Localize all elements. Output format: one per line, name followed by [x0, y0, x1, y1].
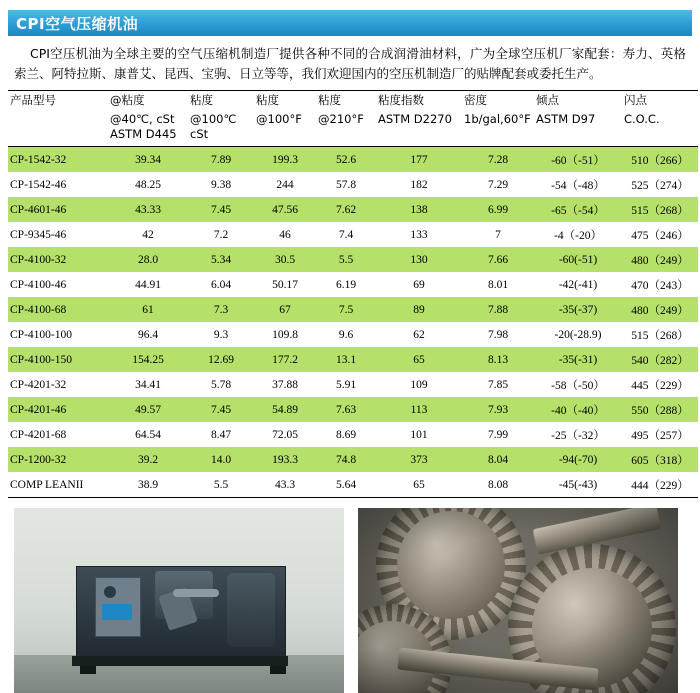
- col-subheader-viscosity-100f: @100°F: [254, 110, 316, 147]
- cell-viscosity-100c: 9.3: [213, 328, 229, 341]
- table-header-row-2: [8, 110, 698, 147]
- col-subheader-viscosity-40c: [108, 110, 188, 147]
- cell-pour-point: -60(-51): [534, 247, 622, 272]
- table-row: [8, 197, 698, 222]
- panel-display: [102, 604, 132, 620]
- cell-viscosity-40c: 49.57: [108, 397, 188, 422]
- table-row: [8, 247, 698, 272]
- cell-product-model: CP-4100-100: [10, 328, 72, 341]
- cell-viscosity-100c: 7.3: [188, 297, 254, 322]
- cell-viscosity-100c: 5.78: [210, 378, 232, 391]
- cell-viscosity-100f: 177.2: [254, 347, 316, 372]
- cell-viscosity-100c: 9.38: [210, 178, 232, 191]
- cell-viscosity-index: 130: [376, 247, 462, 272]
- col-subheader-density: 1b/gal,60°F: [462, 110, 534, 147]
- cell-viscosity-100c: 12.69: [188, 347, 254, 372]
- compressor-body: [76, 566, 286, 660]
- cell-flash-point: 515（268）: [631, 329, 689, 342]
- cell-viscosity-40c: 64.54: [135, 428, 161, 441]
- cell-density: 7: [495, 228, 501, 241]
- cell-viscosity-100c: 14.0: [188, 447, 254, 472]
- cell-viscosity-40c: 43.33: [108, 197, 188, 222]
- compressor-foot-right: [270, 666, 286, 674]
- cell-viscosity-100f: 43.3: [254, 472, 316, 498]
- cell-viscosity-210f: 6.19: [335, 278, 357, 291]
- cell-viscosity-index: 138: [376, 197, 462, 222]
- cell-viscosity-index: 373: [376, 447, 462, 472]
- cell-density: 8.08: [462, 472, 534, 498]
- cell-flash-point: 480（249）: [622, 297, 698, 322]
- cell-viscosity-100f: 47.56: [254, 197, 316, 222]
- col-header-viscosity-40c: @粘度: [108, 91, 188, 111]
- cell-viscosity-100f: 244: [276, 178, 294, 191]
- cell-flash-point: 475（246）: [631, 229, 689, 242]
- cell-product-model: CP-4601-46: [8, 197, 108, 222]
- cell-density: 7.93: [462, 397, 534, 422]
- col-subheader-viscosity-40c-line1: @40℃, cSt: [110, 112, 175, 126]
- cell-pour-point: -94(-70): [534, 447, 622, 472]
- cell-pour-point: -60（-51）: [534, 147, 622, 173]
- cell-pour-point: -40（-40）: [534, 397, 622, 422]
- cell-pour-point: -42(-41): [558, 278, 598, 291]
- table-row: [8, 472, 698, 498]
- cell-product-model: CP-1542-46: [10, 178, 67, 191]
- table-row: [8, 172, 698, 197]
- col-header-product-model: 产品型号: [8, 91, 108, 111]
- cell-density: 8.13: [462, 347, 534, 372]
- cell-viscosity-210f: 7.62: [316, 197, 376, 222]
- cell-flash-point: 445（229）: [631, 379, 689, 392]
- page-title-bar: [8, 10, 692, 36]
- table-row: [8, 422, 698, 447]
- cell-viscosity-100c: 5.5: [188, 472, 254, 498]
- compressor-foot-left: [80, 666, 96, 674]
- cell-viscosity-210f: 13.1: [316, 347, 376, 372]
- cell-flash-point: 444（229）: [622, 472, 698, 498]
- specification-table: [8, 90, 698, 498]
- cell-density: 7.28: [462, 147, 534, 173]
- cell-product-model: COMP LEANII: [8, 472, 108, 498]
- cell-viscosity-40c: 38.9: [108, 472, 188, 498]
- cell-viscosity-40c: 39.2: [108, 447, 188, 472]
- air-compressor-photo: [14, 508, 344, 693]
- table-row: [8, 222, 698, 247]
- table-row: [8, 397, 698, 422]
- cell-viscosity-100c: 8.47: [210, 428, 232, 441]
- cell-pour-point: -20(-28.9): [554, 328, 602, 341]
- cell-viscosity-40c: 44.91: [135, 278, 161, 291]
- cell-viscosity-40c: 154.25: [108, 347, 188, 372]
- photo-strip: [8, 498, 692, 693]
- cell-density: 7.99: [487, 428, 509, 441]
- col-header-density: 密度: [462, 91, 534, 111]
- cell-viscosity-100f: 67: [254, 297, 316, 322]
- cell-flash-point: 470（243）: [631, 279, 689, 292]
- table-row: [8, 322, 698, 347]
- cell-viscosity-40c: 61: [108, 297, 188, 322]
- compressor-tank: [227, 573, 275, 647]
- cell-viscosity-210f: 5.5: [316, 247, 376, 272]
- cell-density: 7.66: [462, 247, 534, 272]
- table-row: [8, 272, 698, 297]
- col-subheader-viscosity-210f: @210°F: [316, 110, 376, 147]
- table-row: [8, 447, 698, 472]
- cell-viscosity-40c: 34.41: [135, 378, 161, 391]
- cell-pour-point: -35(-31): [534, 347, 622, 372]
- cell-viscosity-100f: 193.3: [254, 447, 316, 472]
- cell-pour-point: -45(-43): [534, 472, 622, 498]
- table-row: [8, 347, 698, 372]
- col-subheader-viscosity-index: ASTM D2270: [376, 110, 462, 147]
- cell-flash-point: 525（274）: [631, 179, 689, 192]
- cell-density: 8.04: [462, 447, 534, 472]
- cell-viscosity-100c: 7.45: [188, 197, 254, 222]
- cell-density: 6.99: [462, 197, 534, 222]
- cell-pour-point: -65（-54）: [534, 197, 622, 222]
- cell-viscosity-210f: 74.8: [316, 447, 376, 472]
- cell-viscosity-index: 182: [410, 178, 428, 191]
- cell-product-model: CP-4201-32: [10, 378, 67, 391]
- cell-viscosity-index: 65: [376, 347, 462, 372]
- cell-viscosity-100c: 7.45: [188, 397, 254, 422]
- compressor-base: [72, 656, 288, 666]
- cell-viscosity-100f: 72.05: [272, 428, 298, 441]
- panel-knob-icon: [104, 586, 116, 598]
- cell-viscosity-40c: 42: [142, 228, 154, 241]
- col-header-viscosity-index: 粘度指数: [376, 91, 462, 111]
- cell-product-model: CP-4100-46: [10, 278, 67, 291]
- cell-viscosity-100f: 37.88: [272, 378, 298, 391]
- cell-viscosity-40c: 28.0: [108, 247, 188, 272]
- cell-product-model: CP-1542-32: [8, 147, 108, 173]
- cell-density: 7.85: [487, 378, 509, 391]
- cell-viscosity-index: 101: [410, 428, 428, 441]
- cell-flash-point: 510（266）: [622, 147, 698, 173]
- table-head: [8, 91, 698, 147]
- table-row: [8, 372, 698, 397]
- cell-viscosity-210f: 8.69: [335, 428, 357, 441]
- cell-viscosity-100c: 7.2: [213, 228, 229, 241]
- cell-flash-point: 515（268）: [622, 197, 698, 222]
- cell-viscosity-index: 69: [413, 278, 425, 291]
- col-subheader-viscosity-100c: @100℃ cSt: [188, 110, 254, 147]
- cell-viscosity-210f: 52.6: [316, 147, 376, 173]
- cell-product-model: CP-9345-46: [10, 228, 67, 241]
- cell-viscosity-index: 89: [376, 297, 462, 322]
- cell-viscosity-40c: 48.25: [135, 178, 161, 191]
- col-header-viscosity-210f: 粘度: [316, 91, 376, 111]
- cell-viscosity-210f: 7.4: [338, 228, 354, 241]
- col-subheader-pour-point: ASTM D97: [534, 110, 622, 147]
- gears-photo: [358, 508, 678, 693]
- cell-pour-point: -4（-20）: [554, 229, 602, 242]
- cell-viscosity-100f: 109.8: [272, 328, 298, 341]
- control-panel: [95, 577, 141, 637]
- col-header-viscosity-100c: 粘度: [188, 91, 254, 111]
- cell-density: 7.98: [487, 328, 509, 341]
- table-body: [8, 147, 698, 498]
- cell-viscosity-210f: 7.5: [316, 297, 376, 322]
- cell-viscosity-100c: 7.89: [188, 147, 254, 173]
- cell-pour-point: -25（-32）: [551, 429, 605, 442]
- col-subheader-viscosity-40c-line2: ASTM D445: [110, 127, 177, 141]
- cell-viscosity-210f: 5.64: [316, 472, 376, 498]
- cell-flash-point: 495（257）: [631, 429, 689, 442]
- cell-viscosity-index: 109: [410, 378, 428, 391]
- cell-viscosity-100f: 30.5: [254, 247, 316, 272]
- col-header-pour-point: 倾点: [534, 91, 622, 111]
- col-subheader-product-model: [8, 110, 108, 147]
- cell-pour-point: -58（-50）: [551, 379, 605, 392]
- col-header-flash-point: 闪点: [622, 91, 698, 111]
- cell-density: 8.01: [487, 278, 509, 291]
- intro-paragraph: [8, 36, 692, 90]
- cell-pour-point: -54（-48）: [551, 179, 605, 192]
- photo-vignette: [358, 508, 678, 693]
- table-row: [8, 147, 698, 173]
- cell-viscosity-index: 133: [410, 228, 428, 241]
- cell-viscosity-100f: 54.89: [254, 397, 316, 422]
- cell-viscosity-40c: 96.4: [137, 328, 159, 341]
- cell-flash-point: 550（288）: [622, 397, 698, 422]
- compressor-pipe: [173, 589, 219, 597]
- cell-viscosity-40c: 39.34: [108, 147, 188, 173]
- table-header-row-1: [8, 91, 698, 111]
- cell-pour-point: -35(-37): [534, 297, 622, 322]
- cell-viscosity-100f: 199.3: [254, 147, 316, 173]
- cell-viscosity-210f: 5.91: [335, 378, 357, 391]
- cell-density: 7.29: [487, 178, 509, 191]
- cell-viscosity-index: 65: [376, 472, 462, 498]
- cell-viscosity-210f: 9.6: [338, 328, 354, 341]
- cell-viscosity-index: 62: [413, 328, 425, 341]
- cell-viscosity-index: 177: [376, 147, 462, 173]
- cell-viscosity-210f: 7.63: [316, 397, 376, 422]
- cell-product-model: CP-4100-150: [8, 347, 108, 372]
- table-row: [8, 297, 698, 322]
- cell-product-model: CP-4100-32: [8, 247, 108, 272]
- cell-flash-point: 605（318）: [622, 447, 698, 472]
- cell-viscosity-100f: 50.17: [272, 278, 298, 291]
- intro-text: CPI空压机油为全球主要的空气压缩机制造厂提供各种不同的合成润滑油材料，广为全球空压机厂家配套：寿力、英格索兰、阿特拉斯、康普艾、昆西、宝驹、日立等等，我们欢迎国内的空压机制造厂的贴牌配套或委托生产。: [14, 46, 686, 81]
- cell-product-model: CP-4201-68: [10, 428, 67, 441]
- cell-product-model: CP-4201-46: [8, 397, 108, 422]
- cell-viscosity-100c: 5.34: [188, 247, 254, 272]
- cell-density: 7.88: [462, 297, 534, 322]
- cell-product-model: CP-1200-32: [8, 447, 108, 472]
- col-subheader-flash-point: C.O.C.: [622, 110, 698, 147]
- cell-viscosity-index: 113: [376, 397, 462, 422]
- cell-viscosity-210f: 57.8: [335, 178, 357, 191]
- cell-viscosity-100f: 46: [279, 228, 291, 241]
- cell-product-model: CP-4100-68: [8, 297, 108, 322]
- cell-viscosity-100c: 6.04: [210, 278, 232, 291]
- page-title: CPI空气压缩机油: [16, 14, 139, 33]
- cell-flash-point: 480（249）: [622, 247, 698, 272]
- col-header-viscosity-100f: 粘度: [254, 91, 316, 111]
- cell-flash-point: 540（282）: [622, 347, 698, 372]
